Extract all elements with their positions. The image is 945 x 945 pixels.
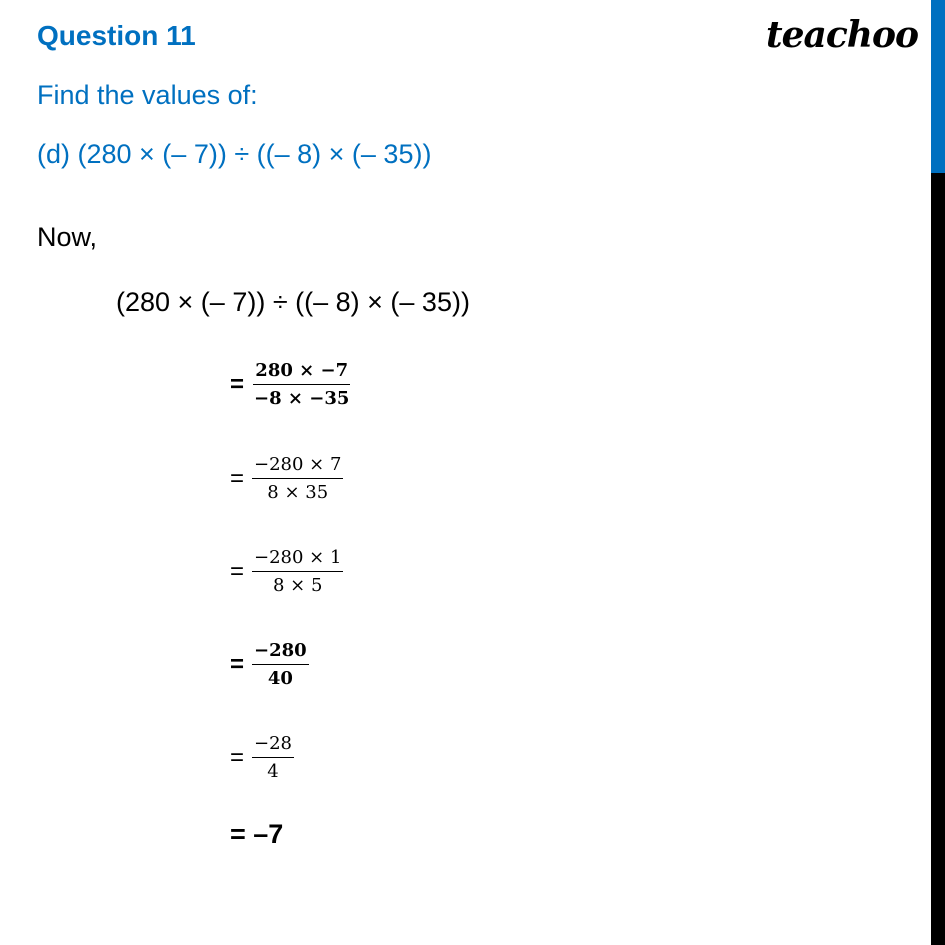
denominator: 8 × 35 xyxy=(267,482,329,503)
question-prompt: Find the values of: xyxy=(37,80,258,110)
denominator: 4 xyxy=(267,761,279,782)
step-4 xyxy=(230,640,309,689)
step-3 xyxy=(230,547,343,596)
solution-expression: (280 × (– 7)) ÷ ((– 8) × (– 35)) xyxy=(116,287,470,317)
denominator: 8 × 5 xyxy=(273,575,323,596)
denominator: −8 × −35 xyxy=(254,388,350,409)
equals-sign: = xyxy=(230,557,245,585)
final-answer: = –7 xyxy=(230,819,284,849)
question-title: Question 11 xyxy=(37,20,196,51)
step-5 xyxy=(230,733,294,782)
numerator: 280 × −7 xyxy=(253,360,350,385)
equals-sign: = xyxy=(230,370,245,398)
equals-sign: = xyxy=(230,464,245,492)
denominator: 40 xyxy=(267,668,293,689)
equals-sign: = xyxy=(230,743,245,771)
numerator: −280 × 7 xyxy=(252,454,343,479)
step-2 xyxy=(230,454,343,503)
numerator: −28 xyxy=(252,733,294,758)
question-part: (d) (280 × (– 7)) ÷ ((– 8) × (– 35)) xyxy=(37,139,432,169)
step-1 xyxy=(230,360,351,409)
numerator: −280 xyxy=(252,640,309,665)
scrollbar-track[interactable] xyxy=(931,173,945,945)
solution-intro: Now, xyxy=(37,222,98,252)
numerator: −280 × 1 xyxy=(252,547,343,572)
teachoo-logo: teachoo xyxy=(766,14,918,56)
equals-sign: = xyxy=(230,650,245,678)
scrollbar-thumb[interactable] xyxy=(931,0,945,173)
